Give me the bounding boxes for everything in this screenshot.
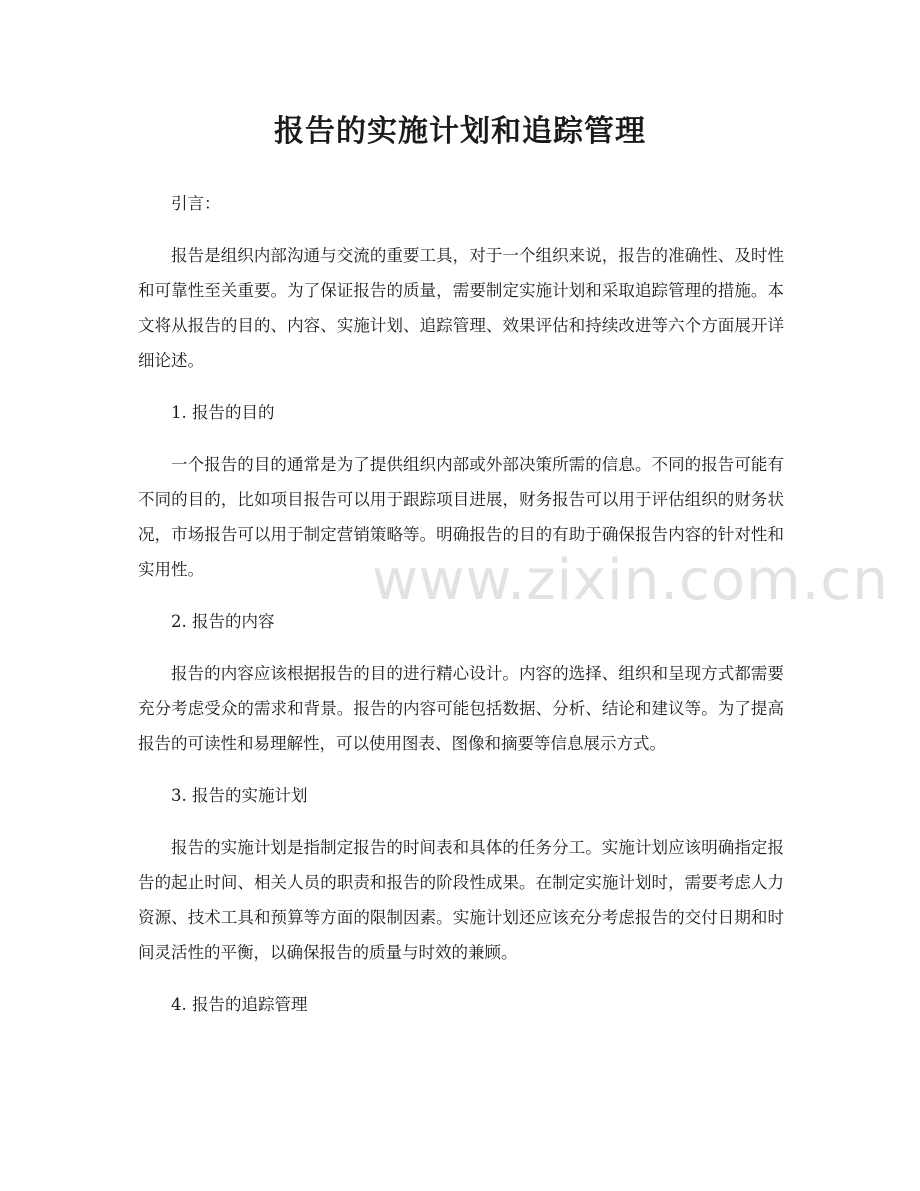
watermark: www.zixin.com.cn <box>372 548 889 613</box>
intro-label: 引言： <box>171 194 221 213</box>
section-heading-3: 3. 报告的实施计划 <box>171 786 308 805</box>
document-title: 报告的实施计划和追踪管理 <box>274 114 646 149</box>
section-paragraph-2: 报告的内容应该根据报告的目的进行精心设计。内容的选择、组织和呈现方式都需要充分考虑受众的需求和背景。报告的内容可能包括数据、分析、结论和建议等。为了提高报告的可读性和易理解性，可以使用图表、图像和摘要等信息展示方式。 <box>138 664 784 753</box>
section-heading-2: 2. 报告的内容 <box>171 612 275 631</box>
section-paragraph-1: 一个报告的目的通常是为了提供组织内部或外部决策所需的信息。不同的报告可能有不同的目的，比如项目报告可以用于跟踪项目进展，财务报告可以用于评估组织的财务状况，市场报告可以用于制定营销策略等。明确报告的目的有助于确保报告内容的针对性和实用性。 <box>138 455 784 579</box>
section-heading-4: 4. 报告的追踪管理 <box>171 995 308 1014</box>
intro-paragraph: 报告是组织内部沟通与交流的重要工具，对于一个组织来说，报告的准确性、及时性和可靠性至关重要。为了保证报告的质量，需要制定实施计划和采取追踪管理的措施。本文将从报告的目的、内容、实施计划、追踪管理、效果评估和持续改进等六个方面展开详细论述。 <box>138 246 784 370</box>
document-body <box>138 186 784 1039</box>
section-paragraph-3: 报告的实施计划是指制定报告的时间表和具体的任务分工。实施计划应该明确指定报告的起止时间、相关人员的职责和报告的阶段性成果。在制定实施计划时，需要考虑人力资源、技术工具和预算等方面的限制因素。实施计划还应该充分考虑报告的交付日期和时间灵活性的平衡，以确保报告的质量与时效的兼顾。 <box>138 838 784 962</box>
section-heading-1: 1. 报告的目的 <box>171 403 275 422</box>
